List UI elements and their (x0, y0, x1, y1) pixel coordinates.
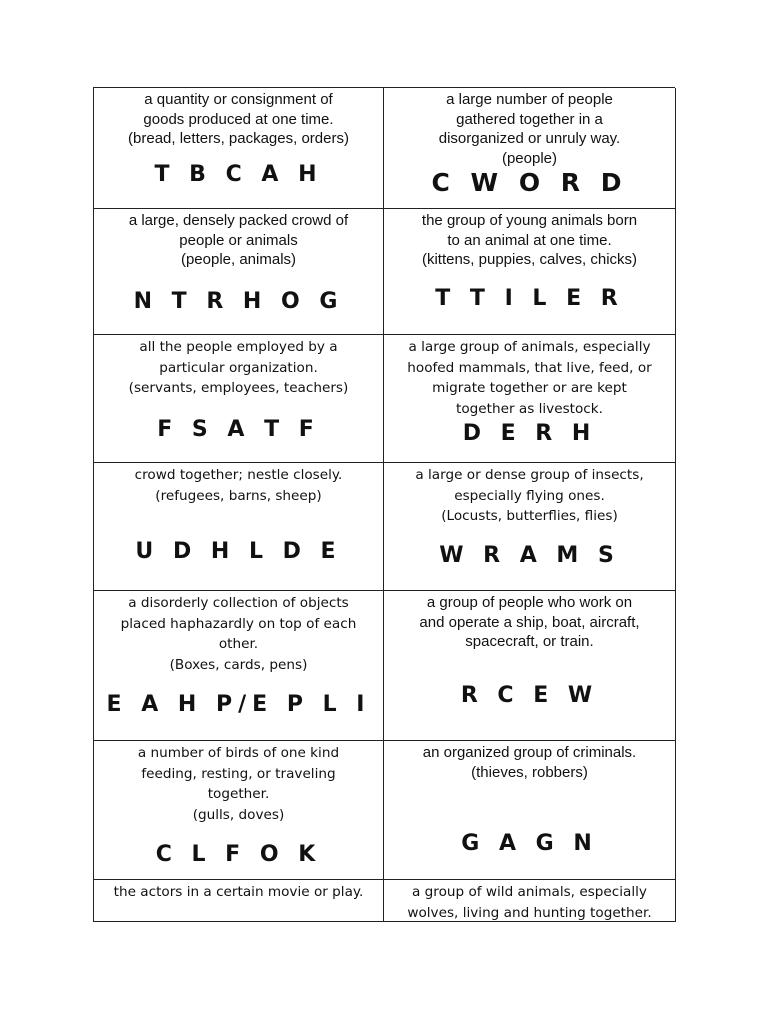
card-definition: a group of people who work on and operate a ship, boat, aircraft, spacecraft, or train. (419, 594, 640, 650)
scrambled-word: F S A T F (157, 417, 320, 442)
scrambled-word: C W O R D (431, 168, 628, 197)
card-staff (94, 335, 384, 463)
card-definition: a large number of people gathered together in a disorganized or unruly way. (people) (438, 91, 621, 167)
scrambled-word: R C E W (460, 683, 599, 708)
card-swarm (384, 463, 676, 591)
card-crowd (384, 88, 676, 209)
scrambled-word: U D H L D E (135, 539, 342, 564)
card-cast (94, 880, 384, 922)
scrambled-word: E A H P/E P L I (106, 692, 371, 717)
word-card-grid (93, 87, 675, 922)
card-definition: a large group of animals, especially hoofed mammals, that live, feed, or migrate together or are kept together as livestock. (407, 339, 652, 417)
card-definition: all the people employed by a particular organization. (servants, employees, teachers) (128, 339, 349, 397)
card-definition: the actors in a certain movie or play. (113, 884, 364, 900)
card-batch (94, 88, 384, 209)
card-throng (94, 209, 384, 335)
card-pack (384, 880, 676, 922)
scrambled-word: T T I L E R (435, 286, 624, 311)
card-pile (94, 591, 384, 741)
scrambled-word: D E R H (462, 421, 597, 446)
scrambled-word: G A G N (461, 831, 598, 856)
card-flock (94, 741, 384, 880)
scrambled-word: N T R H O G (133, 289, 344, 314)
card-definition: a number of birds of one kind feeding, resting, or traveling together. (gulls, doves) (137, 745, 340, 823)
card-gang (384, 741, 676, 880)
card-herd (384, 335, 676, 463)
card-huddle (94, 463, 384, 591)
scrambled-word: W R A M S (439, 543, 620, 568)
card-definition: a large or dense group of insects, especially flying ones. (Locusts, butterflies, flies) (415, 467, 644, 525)
card-definition: a group of wild animals, especially wolves, living and hunting together. (407, 884, 652, 921)
scrambled-word: T B C A H (154, 162, 323, 187)
card-definition: a disorderly collection of objects placed haphazardly on top of each other. (Boxes, cards, pens) (120, 595, 357, 673)
card-definition: a quantity or consignment of goods produced at one time. (bread, letters, packages, orders) (128, 91, 349, 147)
card-definition: a large, densely packed crowd of people or animals (people, animals) (128, 212, 349, 268)
card-litter (384, 209, 676, 335)
card-definition: an organized group of criminals. (thieves, robbers) (422, 744, 637, 781)
card-definition: crowd together; nestle closely. (refugees, barns, sheep) (134, 467, 343, 504)
card-crew (384, 591, 676, 741)
scrambled-word: C L F O K (155, 842, 322, 867)
card-definition: the group of young animals born to an animal at one time. (kittens, puppies, calves, chicks) (421, 212, 638, 268)
